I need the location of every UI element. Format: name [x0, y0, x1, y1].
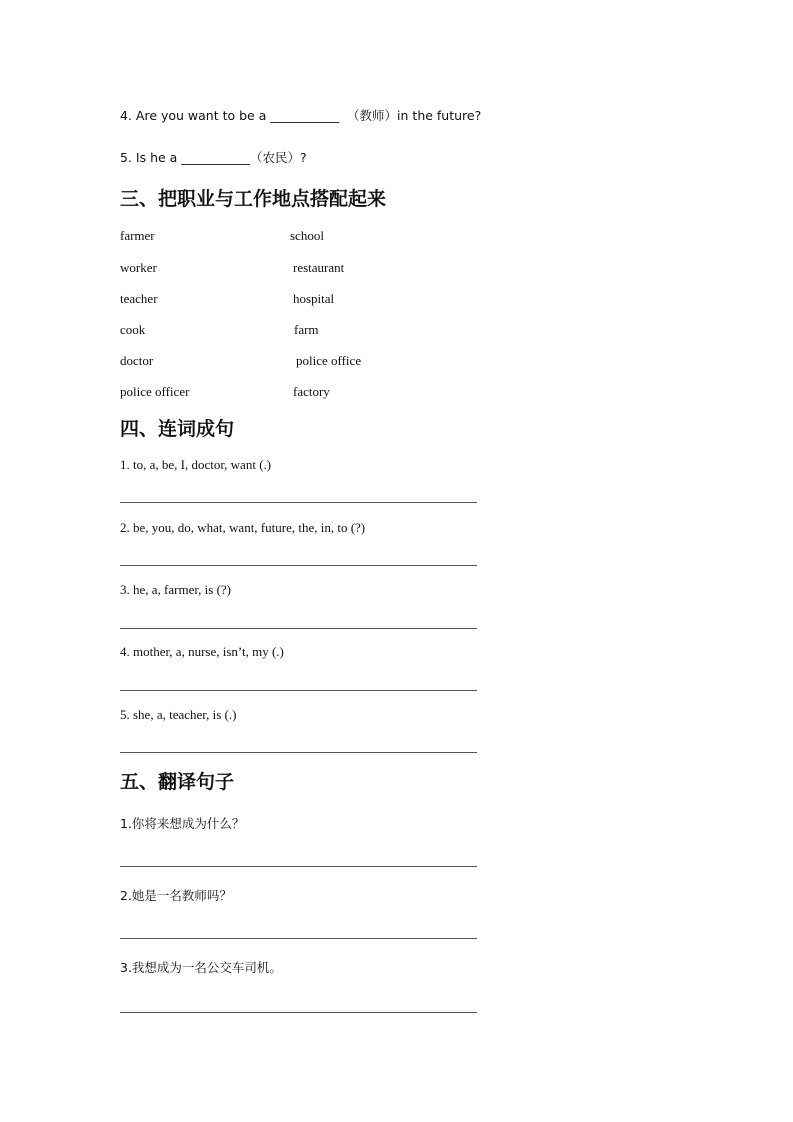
- answer-line: [120, 502, 477, 503]
- translate-item-2: 2.她是一名教师吗？: [120, 888, 232, 903]
- match-right-4: farm: [294, 322, 319, 337]
- match-right-1: school: [290, 228, 324, 243]
- match-left-1: farmer: [120, 228, 155, 243]
- section-4-heading: 四、连词成句: [120, 418, 235, 440]
- answer-line: [120, 690, 477, 691]
- match-left-6: police officer: [120, 384, 190, 399]
- answer-line: [120, 938, 477, 939]
- section-3-heading: 三、把职业与工作地点搭配起来: [120, 188, 387, 210]
- match-right-6: factory: [293, 384, 330, 399]
- question-4: 4. Are you want to be a ___________ （教师）in the future?: [120, 108, 482, 123]
- reorder-item-5: 5. she, a, teacher, is (.): [120, 707, 237, 722]
- translate-item-1: 1.你将来想成为什么？: [120, 816, 245, 831]
- answer-line: [120, 752, 477, 753]
- reorder-item-2: 2. be, you, do, what, want, future, the, in, to (?): [120, 520, 366, 535]
- match-left-4: cook: [120, 322, 146, 337]
- reorder-item-3: 3. he, a, farmer, is (?): [120, 582, 232, 597]
- match-right-3: hospital: [293, 291, 335, 306]
- match-left-2: worker: [120, 260, 157, 275]
- translate-item-3: 3.我想成为一名公交车司机。: [120, 960, 282, 975]
- answer-line: [120, 1012, 477, 1013]
- section-5-heading: 五、翻译句子: [120, 771, 235, 793]
- question-5: 5. Is he a ___________（农民）?: [120, 150, 307, 165]
- answer-line: [120, 866, 477, 867]
- match-right-5: police office: [296, 353, 362, 368]
- match-left-5: doctor: [120, 353, 154, 368]
- match-right-2: restaurant: [293, 260, 345, 275]
- reorder-item-4: 4. mother, a, nurse, isn’t, my (.): [120, 644, 284, 659]
- match-left-3: teacher: [120, 291, 158, 306]
- answer-line: [120, 565, 477, 566]
- reorder-item-1: 1. to, a, be, I, doctor, want (.): [120, 457, 272, 472]
- answer-line: [120, 628, 477, 629]
